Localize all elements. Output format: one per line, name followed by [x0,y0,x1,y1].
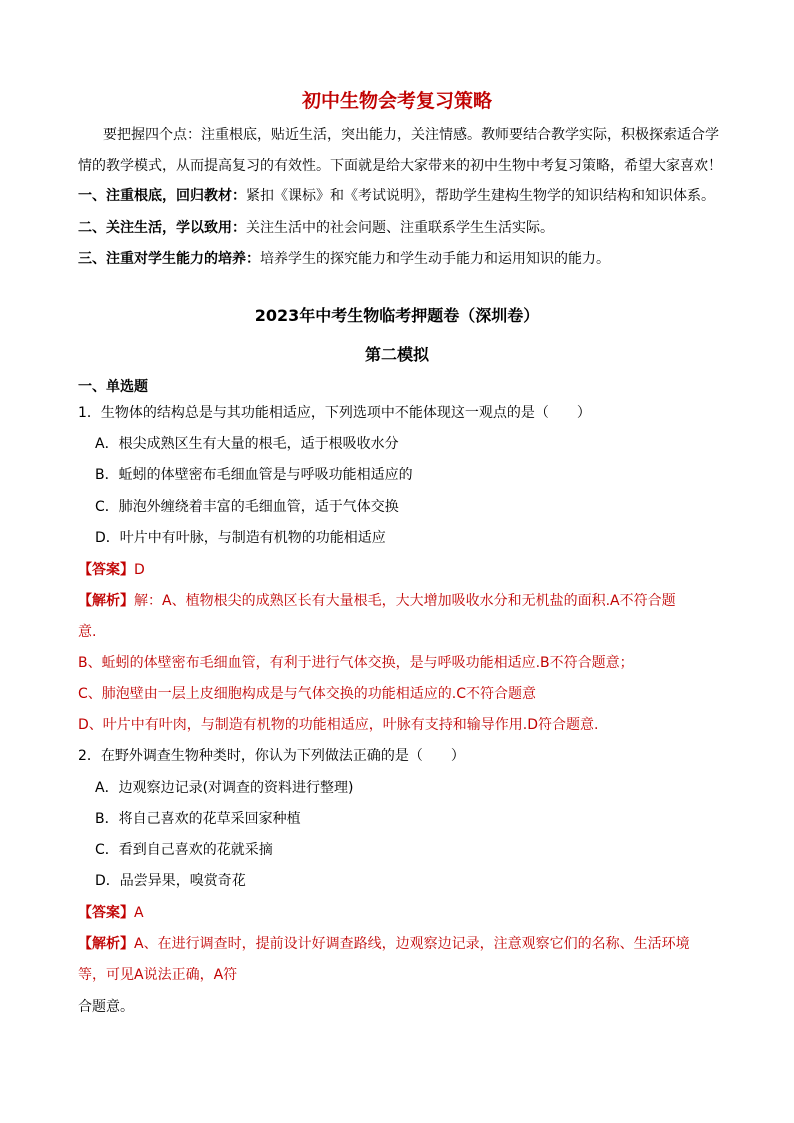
strategy-intro-line-2: 情的教学模式，从而提高复习的有效性。下面就是给大家带来的初中生物中考复习策略，希望大家喜欢！ [78,158,722,174]
question-1-stem: 1．生物体的结构总是与其功能相适应，下列选项中不能体现这一观点的是（ ） [78,405,591,421]
answer-label: 【答案】 [78,905,134,921]
question-2-answer [78,903,144,923]
question-1-answer [78,560,145,580]
question-2-option-c: C．看到自己喜欢的花就采摘 [95,842,273,858]
strategy-title: 初中生物会考复习策略 [301,90,492,112]
section-heading: 一、单选题 [78,379,148,395]
question-1-analysis-line-2: 意. [78,624,97,640]
question-1-analysis-line-1 [78,591,676,611]
question-1-analysis-line-5: D、叶片中有叶肉，与制造有机物的功能相适应，叶脉有支持和输导作用.D符合题意. [78,717,599,733]
point-label: 三、注重对学生能力的培养： [78,251,260,267]
point-label: 一、注重根底，回归教材： [78,188,246,204]
question-2-option-a: A．边观察边记录(对调查的资料进行整理) [95,780,354,796]
question-2-analysis-line-1 [78,934,690,954]
question-1-option-d: D．叶片中有叶脉，与制造有机物的功能相适应 [95,530,386,546]
point-label: 二、关注生活，学以致用： [78,220,246,236]
answer-value: A [134,905,144,921]
analysis-label: 【解析】 [78,593,134,609]
paper-subtitle: 第二模拟 [364,345,429,364]
strategy-point-3 [78,249,610,269]
question-1-option-b: B．蚯蚓的体壁密布毛细血管是与呼吸功能相适应的 [95,467,413,483]
point-text: 紧扣《课标》和《考试说明》，帮助学生建构生物学的知识结构和知识体系。 [246,188,715,204]
answer-value: D [134,562,145,578]
point-text: 关注生活中的社会问题、注重联系学生生活实际。 [246,220,554,236]
answer-label: 【答案】 [78,562,134,578]
question-1-analysis-line-4: C、肺泡壁由一层上皮细胞构成是与气体交换的功能相适应的.C不符合题意 [78,686,536,702]
analysis-text: A、在进行调查时，提前设计好调查路线，边观察边记录，注意观察它们的名称、生活环境 [134,936,690,952]
question-1-option-c: C．肺泡外缠绕着丰富的毛细血管，适于气体交换 [95,499,399,515]
analysis-text: 解：A、植物根尖的成熟区长有大量根毛，大大增加吸收水分和无机盐的面积.A不符合题 [134,593,676,609]
paper-title: 2023年中考生物临考押题卷（深圳卷） [254,306,540,325]
question-2-option-b: B．将自己喜欢的花草采回家种植 [95,811,301,827]
analysis-label: 【解析】 [78,936,134,952]
question-2-stem: 2．在野外调查生物种类时，你认为下列做法正确的是（ ） [78,748,465,764]
question-2-analysis-line-3: 合题意。 [78,999,134,1015]
question-2-analysis-line-2: 等，可见A说法正确，A符 [78,967,238,983]
question-1-option-a: A．根尖成熟区生有大量的根毛，适于根吸收水分 [95,436,399,452]
question-1-analysis-line-3: B、蚯蚓的体壁密布毛细血管，有利于进行气体交换，是与呼吸功能相适应.B不符合题意； [78,655,634,671]
strategy-intro-line-1: 要把握四个点：注重根底，贴近生活，突出能力，关注情感。教师要结合教学实际，积极探索适合学 [103,127,719,143]
strategy-point-1 [78,186,715,206]
strategy-point-2 [78,218,554,238]
point-text: 培养学生的探究能力和学生动手能力和运用知识的能力。 [260,251,610,267]
question-2-option-d: D．品尝异果，嗅赏奇花 [95,873,246,889]
